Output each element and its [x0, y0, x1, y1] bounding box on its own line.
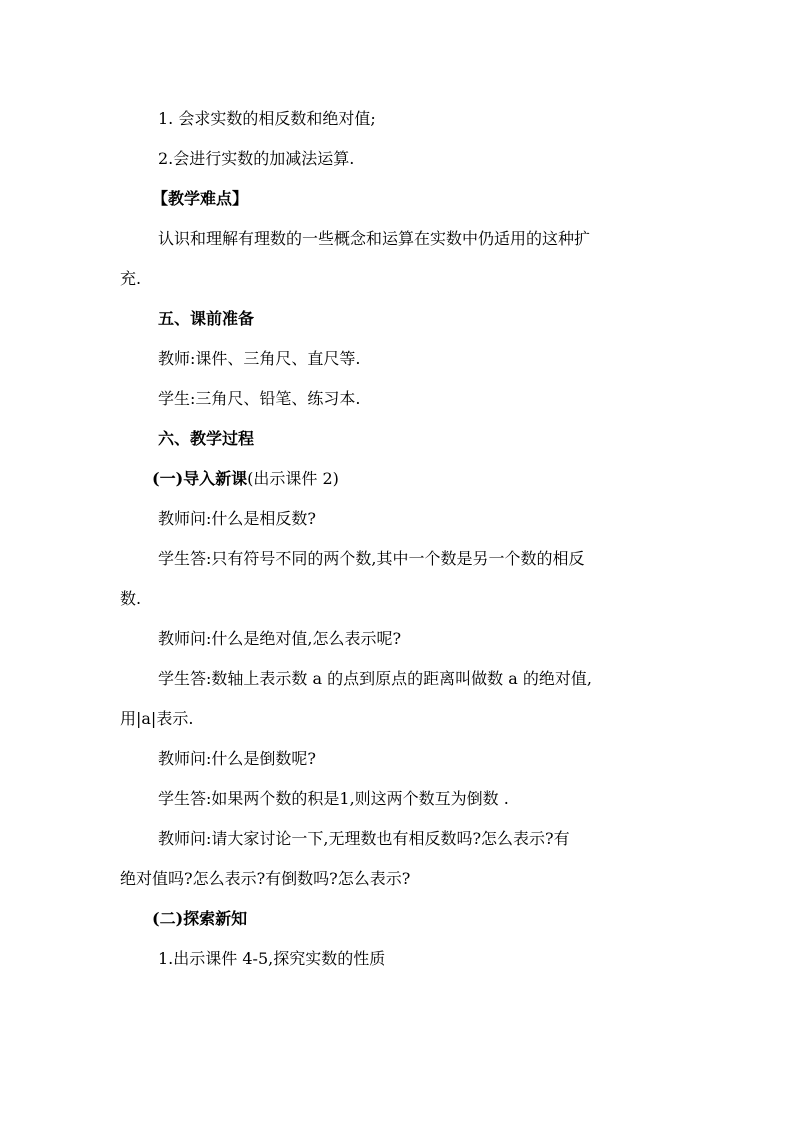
subsection-intro-title: (一)导入新课: [152, 469, 248, 488]
student-answer-1-continued: 数.: [120, 589, 142, 608]
section-heading-difficulty: 【教学难点】: [152, 189, 249, 208]
explore-step-1: 1.出示课件 4-5,探究实数的性质: [158, 949, 386, 968]
objective-2: 2.会进行实数的加减法运算.: [158, 149, 355, 168]
subsection-intro-note: (出示课件 2): [247, 469, 339, 488]
student-answer-2-continued: 用|a|表示.: [120, 709, 194, 728]
section-heading-process: 六、教学过程: [158, 429, 255, 448]
teacher-question-4-continued: 绝对值吗?怎么表示?有倒数吗?怎么表示?: [120, 869, 411, 888]
teacher-materials: 教师:课件、三角尺、直尺等.: [158, 349, 361, 368]
difficulty-text-continued: 充.: [120, 269, 142, 288]
subsection-explore: (二)探索新知: [152, 909, 248, 928]
section-heading-preparation: 五、课前准备: [158, 309, 255, 328]
teacher-question-2: 教师问:什么是绝对值,怎么表示呢?: [158, 629, 402, 648]
student-materials: 学生:三角尺、铅笔、练习本.: [158, 389, 361, 408]
objective-1: 1. 会求实数的相反数和绝对值;: [158, 109, 376, 128]
student-answer-2: 学生答:数轴上表示数 a 的点到原点的距离叫做数 a 的绝对值,: [158, 669, 592, 688]
subsection-intro: [152, 469, 339, 489]
teacher-question-1: 教师问:什么是相反数?: [158, 509, 316, 528]
difficulty-text: 认识和理解有理数的一些概念和运算在实数中仍适用的这种扩: [158, 229, 591, 248]
student-answer-3: 学生答:如果两个数的积是1,则这两个数互为倒数 .: [158, 789, 509, 808]
student-answer-1: 学生答:只有符号不同的两个数,其中一个数是另一个数的相反: [158, 549, 585, 568]
teacher-question-3: 教师问:什么是倒数呢?: [158, 749, 316, 768]
teacher-question-4: 教师问:请大家讨论一下,无理数也有相反数吗?怎么表示?有: [158, 829, 570, 848]
